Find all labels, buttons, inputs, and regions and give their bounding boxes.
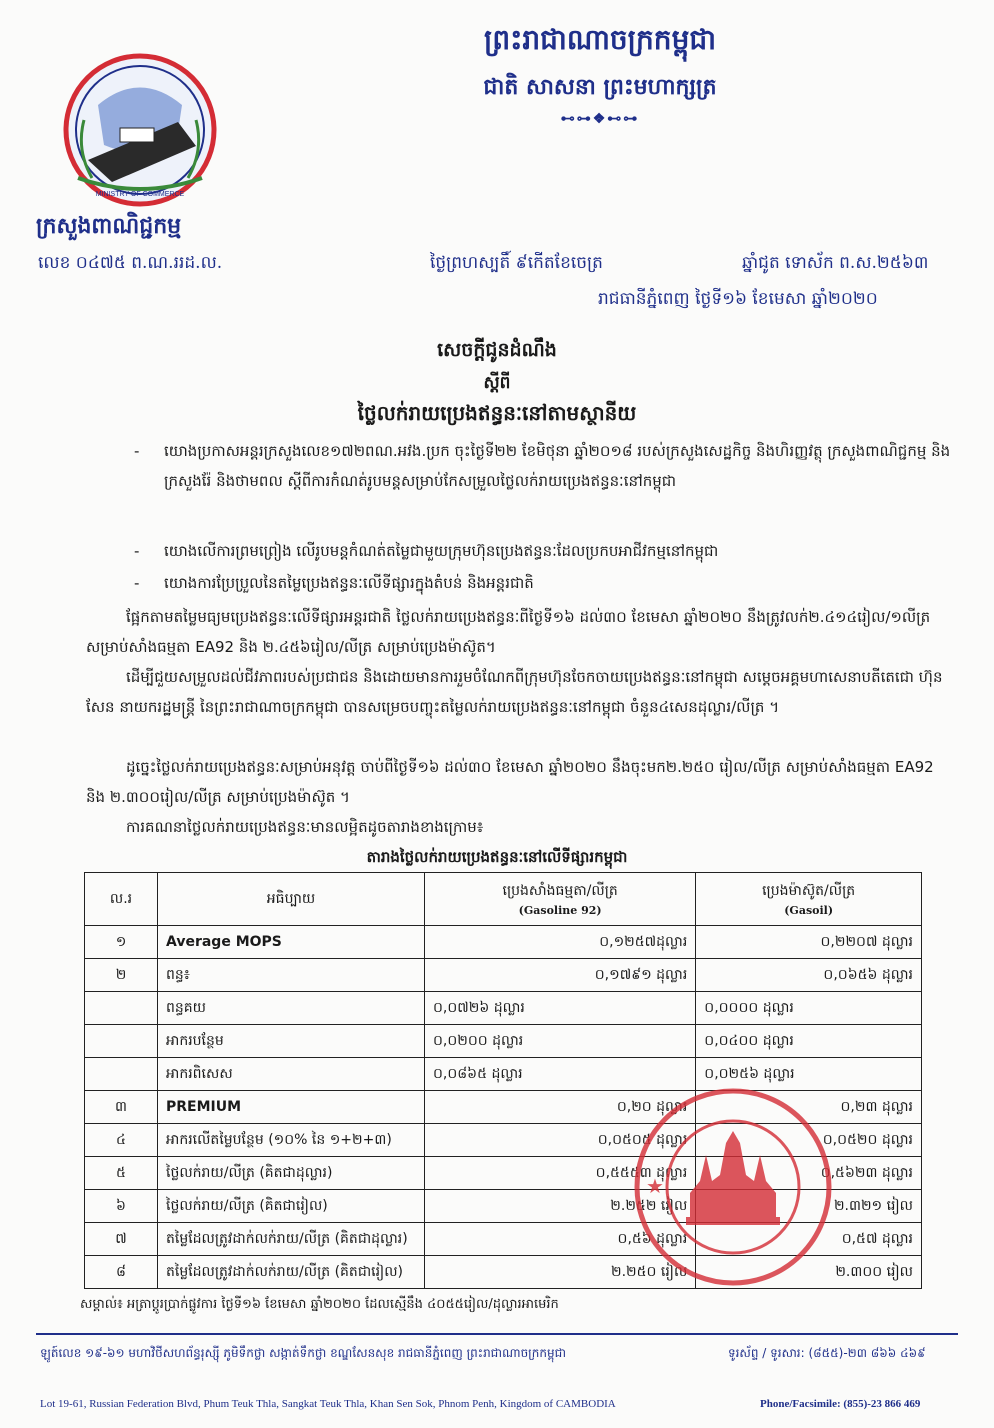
notice-title: សេចក្តីជូនដំណឹង bbox=[437, 339, 557, 361]
row-description: តម្លៃដែលត្រូវដាក់លក់រាយ/លីត្រ (គិតជាដុល្លារ) bbox=[158, 1223, 425, 1256]
reference-bullet: - យោងការប្រែប្រួលនៃតម្លៃប្រេងឥន្ធនៈលើទីផ្សារក្នុងតំបន់ និងអន្តរជាតិ bbox=[134, 568, 954, 598]
footer-divider bbox=[36, 1333, 958, 1335]
ministry-seal-icon bbox=[58, 50, 223, 210]
body-paragraph bbox=[86, 812, 954, 842]
row-description: តម្លៃដែលត្រូវដាក់លក់រាយ/លីត្រ (គិតជារៀល) bbox=[158, 1256, 425, 1289]
paragraph-text: ផ្អែកតាមតម្លៃមធ្យមប្រេងឥន្ធនៈលើទីផ្សារអន្តរជាតិ ថ្លៃលក់រាយប្រេងឥន្ធនៈពីថ្ងៃទី១៦ ដល់៣០ ខែមេសា ឆ្នាំ២០២០ នឹងត្រូវលក់២.៤១៤រៀល/១លីត្រ សម្រាប់សាំងធម្មតា EA92 និង ២.៤៥៦រៀល/លីត្រ សម្រាប់ប្រេងម៉ាស៊ូត។ bbox=[86, 608, 931, 656]
body-paragraph bbox=[86, 602, 954, 662]
reference-bullet: - យោងលើការព្រមព្រៀង លើរូបមន្តកំណត់តម្លៃជាមួយក្រុមហ៊ុនប្រេងឥន្ធនៈដែលប្រកបអាជីវកម្មនៅកម្ពុជា bbox=[134, 536, 954, 566]
diesel-value: ០,០៥២០ ដុល្លារ bbox=[696, 1124, 922, 1157]
diesel-value: ២.៣២១ រៀល bbox=[696, 1190, 922, 1223]
row-number: ៤ bbox=[85, 1124, 158, 1157]
gasoline-value: ០,០៥០៥ ដុល្លារ bbox=[425, 1124, 696, 1157]
diesel-value: ០,០៤០០ ដុល្លារ bbox=[696, 1025, 922, 1058]
gasoline-value: ០,០៧២៦ ដុល្លារ bbox=[425, 992, 696, 1025]
bullet-text: យោងលើការព្រមព្រៀង លើរូបមន្តកំណត់តម្លៃជាមួយក្រុមហ៊ុនប្រេងឥន្ធនៈដែលប្រកបអាជីវកម្មនៅកម្ពុជា bbox=[164, 542, 719, 560]
lunar-date: ថ្ងៃព្រហស្បតិ៍ ៩កើតខែចេត្រ bbox=[430, 253, 603, 273]
bullet-text: យោងប្រកាសអន្តរក្រសួងលេខ១៧២ពណ.អវង.ប្រក ចុះថ្ងៃទី២២ ខែមិថុនា ឆ្នាំ២០១៨ របស់ក្រសួងសេដ្ឋកិច្ច និងហិរញ្ញវត្ថុ ក្រសួងពាណិជ្ជកម្ម និងក្រសួងរ៉ែ និងថាមពល ស្តីពីការកំណត់រូបមន្តសម្រាប់កែសម្រួលថ្លៃលក់រាយប្រេងឥន្ធនៈនៅកម្ពុជា bbox=[164, 442, 951, 490]
footer-address-km: ឡូត៍លេខ ១៩-៦១ មហាវិថីសហព័ន្ធរុស្ស៊ី ភូមិទឹកថ្លា សង្កាត់ទឹកថ្លា ខណ្ឌសែនសុខ រាជធានីភ្នំពេញ ព្រះរាជាណាចក្រកម្ពុជា bbox=[40, 1346, 567, 1360]
body-paragraph bbox=[86, 662, 954, 722]
col-header-diesel bbox=[696, 873, 922, 926]
row-description: ថ្លៃលក់រាយ/លីត្រ (គិតជាដុល្លារ) bbox=[158, 1157, 425, 1190]
gasoline-value: ០,២០ ដុល្លារ bbox=[425, 1091, 696, 1124]
svg-text:★: ★ bbox=[646, 1174, 664, 1198]
row-number: ១ bbox=[85, 926, 158, 959]
row-number: ៧ bbox=[85, 1223, 158, 1256]
footer-address-en: Lot 19-61, Russian Federation Blvd, Phum Teuk Thla, Sangkat Teuk Thla, Khan Sen Sok, Phnom Penh, Kingdom of CAMBODIA bbox=[40, 1398, 616, 1410]
row-number bbox=[85, 992, 158, 1025]
reference-number: លេខ ០៤៧៥ ព.ណ.ររដ.ល. bbox=[38, 253, 223, 273]
row-number: ៥ bbox=[85, 1157, 158, 1190]
row-number: ២ bbox=[85, 959, 158, 992]
body-paragraph bbox=[86, 752, 954, 812]
logo-caption: MINISTRY OF COMMERCE bbox=[95, 191, 185, 198]
row-description: PREMIUM bbox=[158, 1091, 425, 1124]
gasoline-value: ២.២៥០ រៀល bbox=[425, 1256, 696, 1289]
diesel-value: ០,២២០៧ ដុល្លារ bbox=[696, 926, 922, 959]
kingdom-header bbox=[300, 22, 900, 127]
exchange-rate-note: សម្គាល់៖ អត្រាប្តូរប្រាក់ផ្លូវការ ថ្ងៃទី១៦ ខែមេសា ឆ្នាំ២០២០ ដែលស្មើនឹង ៤០៥៥រៀល/ដុល្លារអាមេរិក bbox=[80, 1297, 559, 1312]
diesel-value: ០,៥៦២៣ ដុល្លារ bbox=[696, 1157, 922, 1190]
table-header-row bbox=[85, 873, 922, 926]
table-row bbox=[85, 926, 922, 959]
diesel-label-en: (Gasoil) bbox=[784, 904, 834, 917]
col-header-description: អធិប្បាយ bbox=[158, 873, 425, 926]
paragraph-text: ដូច្នេះថ្លៃលក់រាយប្រេងឥន្ធនៈសម្រាប់អនុវត្ត ចាប់ពីថ្ងៃទី១៦ ដល់៣០ ខែមេសា ឆ្នាំ២០២០ នឹងចុះមក២.២៥០ រៀល/លីត្រ សម្រាប់សាំងធម្មតា EA92 និង ២.៣០០រៀល/លីត្រ សម្រាប់ប្រេងម៉ាស៊ូត ។ bbox=[86, 758, 934, 806]
official-stamp bbox=[628, 1085, 838, 1290]
lunar-year: ឆ្នាំជូត ទោស័ក ព.ស.២៥៦៣ bbox=[742, 253, 929, 273]
row-number: ៨ bbox=[85, 1256, 158, 1289]
gasoline-label: ប្រេងសាំងធម្មតា/លីត្រ bbox=[502, 883, 618, 899]
diesel-value: ០,៥៧ ដុល្លារ bbox=[696, 1223, 922, 1256]
gasoline-value: ០,៥៥៥៣ ដុល្លារ bbox=[425, 1157, 696, 1190]
row-description: ពន្ធគយ bbox=[158, 992, 425, 1025]
diesel-label: ប្រេងម៉ាស៊ូត/លីត្រ bbox=[762, 883, 856, 899]
row-number: ៣ bbox=[85, 1091, 158, 1124]
gasoline-value: ០,១២៥៧ដុល្លារ bbox=[425, 926, 696, 959]
table-row bbox=[85, 959, 922, 992]
diesel-value: ០,០៦៥៦ ដុល្លារ bbox=[696, 959, 922, 992]
row-number: ៦ bbox=[85, 1190, 158, 1223]
diesel-value: ០,០២៥៦ ដុល្លារ bbox=[696, 1058, 922, 1091]
table-caption: តារាងថ្លៃលក់រាយប្រេងឥន្ធនៈនៅលើទីផ្សារកម្ពុជា bbox=[366, 848, 628, 866]
row-description: អាករបន្ថែម bbox=[158, 1025, 425, 1058]
ornament-divider: ⊷⊶❖⊷⊶ bbox=[560, 111, 640, 127]
paragraph-text: ការគណនាថ្លៃលក់រាយប្រេងឥន្ធនៈមានលម្អិតដូចតារាងខាងក្រោម៖ bbox=[126, 818, 484, 836]
angkor-seal-icon bbox=[628, 1085, 838, 1290]
diesel-value: ០,២៣ ដុល្លារ bbox=[696, 1091, 922, 1124]
row-description: Average MOPS bbox=[158, 926, 425, 959]
gasoline-value: ០,៥៦ ដុល្លារ bbox=[425, 1223, 696, 1256]
footer-phone-en: Phone/Facsimile: (855)-23 866 469 bbox=[760, 1398, 921, 1410]
table-row bbox=[85, 1025, 922, 1058]
row-number bbox=[85, 1058, 158, 1091]
gasoline-value: ០,០២០០ ដុល្លារ bbox=[425, 1025, 696, 1058]
notice-about: ស្តីពី bbox=[483, 373, 511, 393]
ministry-logo bbox=[58, 50, 223, 210]
gasoline-value: ០,០៨៦៥ ដុល្លារ bbox=[425, 1058, 696, 1091]
table-row bbox=[85, 992, 922, 1025]
row-description: ថ្លៃលក់រាយ/លីត្រ (គិតជារៀល) bbox=[158, 1190, 425, 1223]
national-motto: ជាតិ សាសនា ព្រះមហាក្សត្រ bbox=[483, 74, 717, 100]
notice-subject: ថ្លៃលក់រាយប្រេងឥន្ធនៈនៅតាមស្ថានីយ bbox=[357, 401, 637, 425]
bullet-text: យោងការប្រែប្រួលនៃតម្លៃប្រេងឥន្ធនៈលើទីផ្សារក្នុងតំបន់ និងអន្តរជាតិ bbox=[164, 574, 534, 592]
row-description: អាករពិសេស bbox=[158, 1058, 425, 1091]
gasoline-value: ០,១៧៩១ ដុល្លារ bbox=[425, 959, 696, 992]
footer-phone-km: ទូរស័ព្ទ / ទូរសារ: (៨៥៥)-២៣ ៨៦៦ ៤៦៩ bbox=[728, 1346, 926, 1360]
paragraph-text: ដើម្បីជួយសម្រួលដល់ជីវភាពរបស់ប្រជាជន និងដោយមានការរួមចំណែកពីក្រុមហ៊ុនចែកចាយប្រេងឥន្ធនៈនៅកម្ពុជា សម្តេចអគ្គមហាសេនាបតីតេជោ ហ៊ុន សែន នាយករដ្ឋមន្ត្រី នៃព្រះរាជាណាចក្រកម្ពុជា បានសម្រេចបញ្ចុះតម្លៃលក់រាយប្រេងឥន្ធនៈនៅកម្ពុជា ចំនួន៤សេនដុល្លារ/លីត្រ ។ bbox=[86, 668, 943, 716]
row-description: ពន្ធ៖ bbox=[158, 959, 425, 992]
row-number bbox=[85, 1025, 158, 1058]
gasoline-label-en: (Gasoline 92) bbox=[518, 904, 602, 917]
reference-bullet: - យោងប្រកាសអន្តរក្រសួងលេខ១៧២ពណ.អវង.ប្រក ចុះថ្ងៃទី២២ ខែមិថុនា ឆ្នាំ២០១៨ របស់ក្រសួងសេដ្ឋកិច្ច និងហិរញ្ញវត្ថុ ក្រសួងពាណិជ្ជកម្ម និងក្រសួងរ៉ែ និងថាមពល ស្តីពីការកំណត់រូបមន្តសម្រាប់កែសម្រួលថ្លៃលក់រាយប្រេងឥន្ធនៈនៅកម្ពុជា bbox=[134, 436, 954, 496]
document-date: រាជធានីភ្នំពេញ ថ្ងៃទី១៦ ខែមេសា ឆ្នាំ២០២០ bbox=[598, 289, 878, 309]
gasoline-value: ២.២៥២ រៀល bbox=[425, 1190, 696, 1223]
ministry-name: ក្រសួងពាណិជ្ជកម្ម bbox=[36, 213, 182, 239]
diesel-value: ២.៣០០ រៀល bbox=[696, 1256, 922, 1289]
col-header-gasoline bbox=[425, 873, 696, 926]
col-header-no: ល.រ bbox=[85, 873, 158, 926]
row-description: អាករលើតម្លៃបន្ថែម (១០% នៃ ១+២+៣) bbox=[158, 1124, 425, 1157]
diesel-value: ០,០០០០ ដុល្លារ bbox=[696, 992, 922, 1025]
kingdom-title: ព្រះរាជាណាចក្រកម្ពុជា bbox=[483, 23, 716, 56]
